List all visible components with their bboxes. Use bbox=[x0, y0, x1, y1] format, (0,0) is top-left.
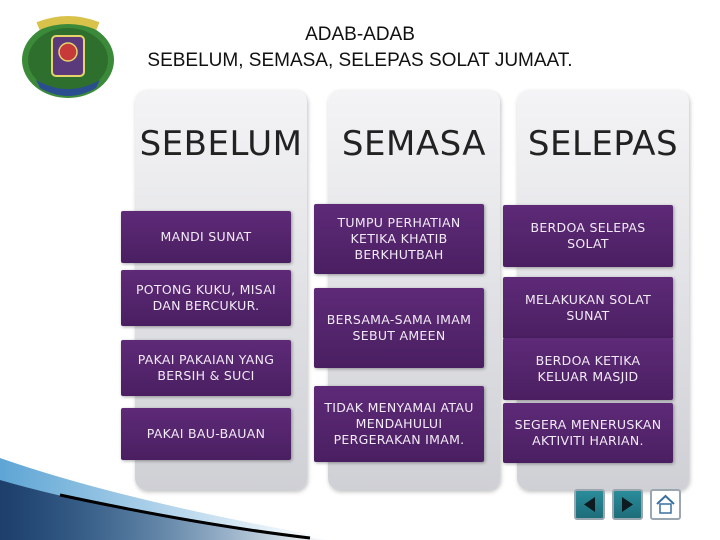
item-semasa-3: TIDAK MENYAMAI ATAU MENDAHULUI PERGERAKAN IMAM. bbox=[314, 386, 484, 462]
column-selepas bbox=[514, 90, 689, 490]
title-line-2: SEBELUM, SEMASA, SELEPAS SOLAT JUMAAT. bbox=[147, 50, 573, 71]
item-selepas-2: MELAKUKAN SOLAT SUNAT bbox=[503, 277, 673, 339]
column-semasa bbox=[324, 90, 500, 490]
item-selepas-4: SEGERA MENERUSKAN AKTIVITI HARIAN. bbox=[503, 403, 673, 463]
slide-title bbox=[0, 22, 720, 74]
previous-slide-button[interactable] bbox=[574, 489, 605, 520]
column-sebelum bbox=[135, 90, 307, 490]
home-button[interactable] bbox=[650, 489, 681, 520]
triangle-left-icon bbox=[576, 491, 603, 518]
column-heading-selepas: SELEPAS bbox=[527, 124, 679, 164]
item-semasa-2: BERSAMA-SAMA IMAM SEBUT AMEEN bbox=[314, 288, 484, 368]
triangle-right-icon bbox=[614, 491, 641, 518]
column-heading-semasa: SEMASA bbox=[341, 124, 487, 164]
title-line-1: ADAB-ADAB bbox=[305, 24, 415, 45]
next-slide-button[interactable] bbox=[612, 489, 643, 520]
column-heading-sebelum: SEBELUM bbox=[139, 124, 303, 164]
item-sebelum-3: PAKAI PAKAIAN YANG BERSIH & SUCI bbox=[121, 340, 291, 396]
item-sebelum-1: MANDI SUNAT bbox=[121, 211, 291, 263]
item-semasa-1: TUMPU PERHATIAN KETIKA KHATIB BERKHUTBAH bbox=[314, 204, 484, 274]
item-selepas-1: BERDOA SELEPAS SOLAT bbox=[503, 205, 673, 267]
item-sebelum-2: POTONG KUKU, MISAI DAN BERCUKUR. bbox=[121, 270, 291, 326]
item-sebelum-4: PAKAI BAU-BAUAN bbox=[121, 408, 291, 460]
home-icon bbox=[652, 491, 679, 518]
item-selepas-3: BERDOA KETIKA KELUAR MASJID bbox=[503, 338, 673, 400]
